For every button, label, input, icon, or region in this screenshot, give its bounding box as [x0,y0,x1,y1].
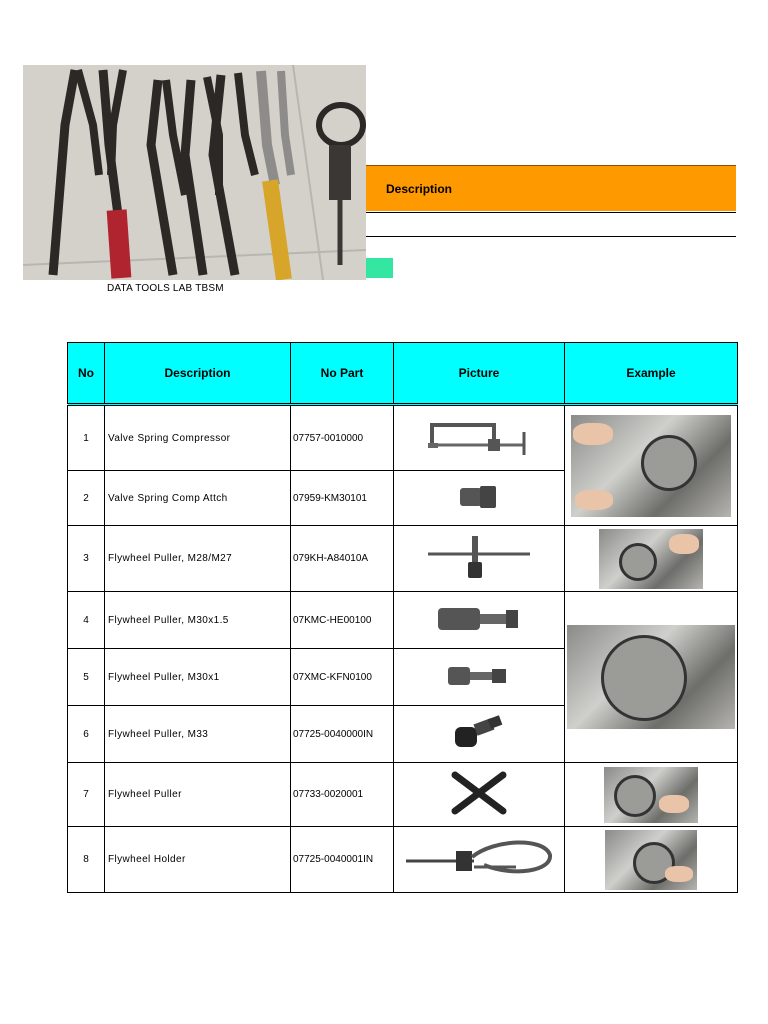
row-description: Flywheel Puller, M28/M27 [105,526,291,592]
row-part-number: 07959-KM30101 [291,471,394,526]
col-header-picture: Picture [394,343,565,405]
row-description: Flywheel Puller, M33 [105,706,291,763]
table-row [68,763,738,827]
cross-puller-icon [394,763,565,827]
row-no: 2 [68,471,105,526]
green-marker [366,258,393,278]
row-description: Valve Spring Comp Attch [105,471,291,526]
puller-m33-icon [394,706,565,763]
row-no: 3 [68,526,105,592]
band-divider-bottom [366,236,736,237]
row-description: Valve Spring Compressor [105,405,291,471]
col-header-example: Example [565,343,738,405]
row-no: 8 [68,827,105,893]
row-part-number: 07KMC-HE00100 [291,592,394,649]
row-description: Flywheel Puller, M30x1 [105,649,291,706]
row-part-number: 07733-0020001 [291,763,394,827]
table-row [68,405,738,471]
col-header-part: No Part [291,343,394,405]
row-no: 1 [68,405,105,471]
compressor-attachment-icon [394,471,565,526]
band-divider-top [366,212,736,213]
example-photo-cross-puller [565,763,738,827]
tools-table [67,342,738,893]
table-row [68,827,738,893]
row-no: 6 [68,706,105,763]
row-no: 7 [68,763,105,827]
row-part-number: 07725-0040000IN [291,706,394,763]
table-row [68,592,738,649]
example-photo-puller-m28 [565,526,738,592]
puller-m30-icon [394,592,565,649]
row-part-number: 079KH-A84010A [291,526,394,592]
table-header-row [68,343,738,405]
row-no: 5 [68,649,105,706]
example-photo-flywheel-puller [565,592,738,763]
puller-m30x1-icon [394,649,565,706]
col-header-no: No [68,343,105,405]
row-part-number: 07757-0010000 [291,405,394,471]
row-no: 4 [68,592,105,649]
table-row [68,526,738,592]
row-description: Flywheel Puller, M30x1.5 [105,592,291,649]
example-photo-flywheel-holder [565,827,738,893]
photo-caption: DATA TOOLS LAB TBSM [107,283,224,294]
row-part-number: 07725-0040001IN [291,827,394,893]
row-part-number: 07XMC-KFN0100 [291,649,394,706]
row-description: Flywheel Holder [105,827,291,893]
row-description: Flywheel Puller [105,763,291,827]
description-band-label: Description [386,181,453,196]
description-band [366,165,736,211]
tools-wall-photo [23,65,366,280]
flywheel-holder-icon [394,827,565,893]
col-header-description: Description [105,343,291,405]
example-photo-valve-compressor [565,405,738,526]
t-handle-puller-icon [394,526,565,592]
valve-spring-compressor-icon [394,405,565,471]
